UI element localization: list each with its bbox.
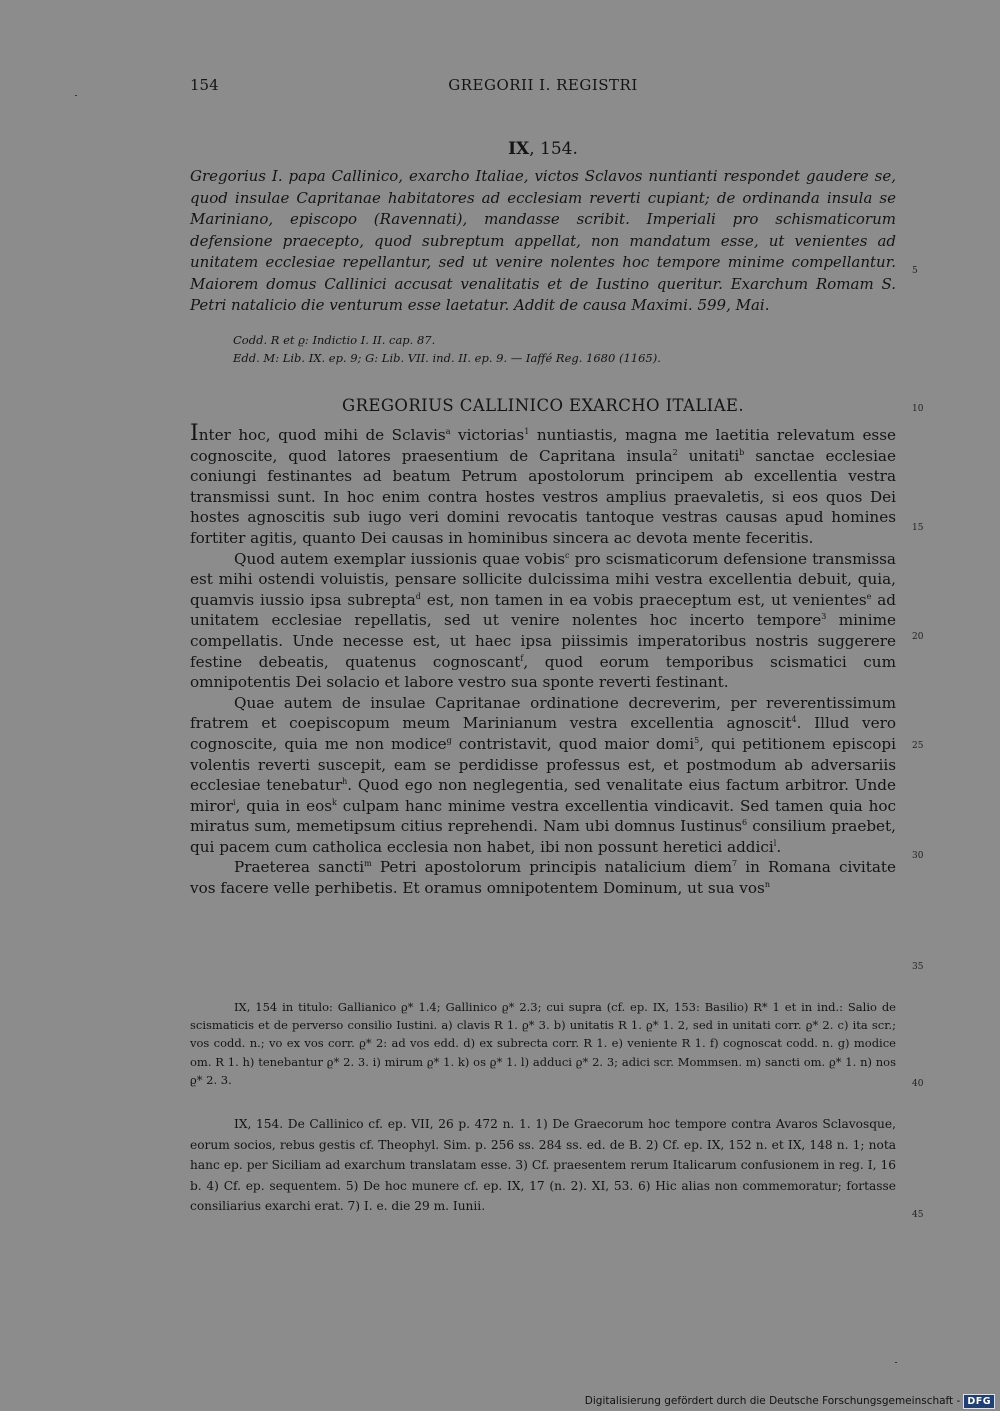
line-number: 40 bbox=[912, 1079, 924, 1089]
epistle-index: , 154. bbox=[529, 139, 578, 159]
footnote-ref: 5 bbox=[694, 735, 700, 745]
running-title: GREGORII I. REGISTRI bbox=[448, 76, 638, 94]
scan-speck bbox=[75, 95, 77, 96]
text-run: Quae autem de insulae Capritanae ordinatione decreverim, per reverentissimum fratrem et coepiscopum meum Marinianum vestra excellentia agnoscit bbox=[190, 693, 896, 733]
footnote-ref: 6 bbox=[742, 818, 748, 828]
line-number: 25 bbox=[912, 741, 924, 751]
page-number: 154 bbox=[190, 76, 219, 94]
footnote-ref: f bbox=[520, 653, 524, 663]
text-run: victorias bbox=[450, 426, 525, 444]
text-run: pro scismaticorum defensione transmissa est mihi ostendi voluistis, pensare sollicite dulcissima mihi vestra excellentia debuit, quia, quamvis iussio ipsa subrepta bbox=[190, 549, 896, 609]
footnote-ref: n bbox=[764, 880, 770, 890]
footnote-ref: a bbox=[445, 427, 451, 436]
line-number: 15 bbox=[912, 523, 924, 533]
text-run: , quod eorum temporibus scismatici cum omnipotentis Dei solacio et labore vestro sua sponte reverti festinant. bbox=[190, 652, 896, 692]
letter-body bbox=[190, 421, 897, 899]
text-run: . Illud vero cognoscite, quia me non modice bbox=[190, 714, 896, 753]
footnote-ref: 4 bbox=[791, 715, 797, 725]
critical-apparatus bbox=[190, 998, 896, 1089]
text-run: ad unitatem ecclesiae repellatis, sed ut venire nolentes hoc incerto tempore bbox=[190, 590, 896, 630]
epistle-book: IX bbox=[508, 139, 530, 159]
footnote-ref: 3 bbox=[821, 612, 827, 622]
line-number: 30 bbox=[912, 851, 924, 861]
footnote-ref: h bbox=[342, 777, 348, 787]
footnote-ref: l bbox=[773, 838, 777, 848]
text-run: sanctae ecclesiae coniungi festinantes ad beatum Petrum apostolorum principem ab excellentia vestra transmissi sunt. In hoc enim contra hostes vestros amplius praevaletis, si eos quos Dei hostes agnoscitis sub iugo veri domini revocatis tantoque vestras causas apud homines fortiter agitis, quanto Dei causas in hominibus sincera ac devota mente feceritis. bbox=[190, 446, 896, 547]
notes-text: IX, 154. De Callinico cf. ep. VII, 26 p. 472 n. 1. 1) De Graecorum hoc tempore contra Avaros Sclavosque, eorum socios, rebus gestis cf. Theophyl. Sim. p. 256 ss. 284 ss. ed. de B. 2) Cf. ep. IX, 152 n. et IX, 148 n. 1; nota hanc ep. per Siciliam ad exarchum translatam esse. 3) Cf. praesentem rerum Italicarum confusionem in reg. I, 16 b. 4) Cf. ep. sequentem. 5) De hoc munere cf. ep. IX, 17 (n. 2). XI, 53. 6) Hic alias non commemoratur; fortasse consiliarius exarchi erat. 7) I. e. die 29 m. Iunii. bbox=[190, 1117, 896, 1214]
scan-speck bbox=[895, 1362, 897, 1363]
text-run: , quia in eos bbox=[235, 796, 333, 815]
line-number: 20 bbox=[912, 632, 924, 642]
dfg-credit bbox=[585, 1393, 995, 1409]
text-run: Praeterea sancti bbox=[234, 858, 365, 877]
text-run: nter hoc, quod mihi de Sclavis bbox=[198, 426, 446, 444]
footnote-ref: i bbox=[232, 797, 236, 807]
line-number: 45 bbox=[912, 1210, 924, 1220]
text-run: contristavit, quod maior domi bbox=[451, 734, 695, 753]
text-run: est, non tamen in ea vobis praeceptum est, ut venientes bbox=[420, 590, 867, 609]
text-run: . Quod ego non neglegentia, sed venalitate eius factum arbitror. Unde miror bbox=[190, 776, 896, 815]
credit-text: Digitalisierung gefördert durch die Deutsche Forschungsgemeinschaft - bbox=[584, 1395, 961, 1407]
text-run: culpam hanc minime vestra excellentia vindicavit. Sed tamen quia hoc miratus sum, memetipsum citius reprehendi. Nam ubi domnus Iustinus bbox=[190, 796, 896, 836]
footnote-ref: c bbox=[565, 550, 570, 560]
apparatus-text: IX, 154 in titulo: Gallianico ϱ* 1.4; Gallinico ϱ* 2.3; cui supra (cf. ep. IX, 153: Basilio) R* 1 et in ind.: Salio de scismaticis et de perverso consilio Iustini. a) clavis R 1. ϱ* 3. b) unitatis R 1. ϱ* 1. 2, sed in unitati corr. ϱ* 2. c) ita scr.; vos codd. n.; vo ex vos corr. ϱ* 2: ad vos edd. d) ex subrecta corr. R 1. e) veniente R 1. f) cognoscat codd. n. g) modice om. R 1. h) tenebantur ϱ* 2. 3. i) mirum ϱ* 1. k) os ϱ* 1. l) adduci ϱ* 2. 3; adici scr. Mommsen. m) sancti om. ϱ* 1. n) nos ϱ* 2. 3. bbox=[190, 1000, 896, 1087]
paragraph-2 bbox=[190, 549, 896, 693]
epistle-number bbox=[190, 139, 896, 159]
line-number: 35 bbox=[912, 962, 924, 972]
footnote-ref: g bbox=[446, 735, 452, 745]
footnote-ref: 1 bbox=[524, 427, 530, 436]
text-run: Quod autem exemplar iussionis quae vobis bbox=[234, 549, 565, 568]
text-run: minime compellatis. Unde necesse est, ut haec ipsa piissimis imperatoribus nostris suggerere festine debeatis, quatenus cognoscant bbox=[190, 611, 896, 671]
regest-summary: Gregorius I. papa Callinico, exarcho Italiae, victos Sclavos nuntianti respondet gaudere se, quod insulae Capritanae habitatores ad ecclesiam reverti cupiant; de ordinanda insula se Mariniano, episcopo (Ravennati), mandasse scribit. Imperiali pro schismaticorum defensione praecepto, quod subreptum appellat, non mandatum esse, ut venientes ad unitatem ecclesiae repellantur, sed ut venire nolentes hoc tempore minime compellantur. Maiorem domus Callinici accusat venalitatis et de Iustino queritur. Exarchum Romam S. Petri natalicio die venturum esse laetatur. Addit de causa Maximi. 599, Mai. bbox=[190, 167, 896, 314]
footnote-ref: k bbox=[332, 797, 337, 807]
running-header bbox=[190, 76, 896, 98]
footnote-ref: b bbox=[739, 447, 745, 457]
codices-line: Codd. R et ϱ: Indictio I. II. cap. 87. bbox=[233, 333, 436, 347]
footnote-ref: 2 bbox=[672, 447, 678, 457]
editions-line: Edd. M: Lib. IX. ep. 9; G: Lib. VII. ind. II. ep. 9. — Iaffé Reg. 1680 (1165). bbox=[233, 350, 661, 365]
text-run: nuntiastis, magna me laetitia relevatum esse cognoscite, quod latores praesentium de Capritana insula bbox=[190, 426, 897, 465]
paragraph-4 bbox=[190, 857, 896, 898]
paragraph-3 bbox=[190, 693, 896, 858]
footnote-ref: e bbox=[866, 591, 872, 601]
text-run: , qui petitionem episcopi volentis reverti suscepit, eam se perdidisse professus est, et postmodum ab adversariis ecclesiae tenebatur bbox=[190, 734, 896, 795]
text-run: unitati bbox=[677, 446, 740, 465]
dfg-logo: DFG bbox=[963, 1394, 995, 1409]
line-number: 10 bbox=[912, 404, 924, 414]
footnote-ref: d bbox=[415, 591, 421, 601]
line-number: 5 bbox=[912, 266, 918, 276]
footnote-ref: m bbox=[364, 859, 372, 869]
paragraph-1 bbox=[190, 421, 897, 549]
footnote-ref: 7 bbox=[732, 859, 738, 869]
text-run: in Romana civitate vos facere velle perhibetis. Et oramus omnipotentem Dominum, ut sua vos bbox=[190, 858, 897, 898]
text-run: Petri apostolorum principis natalicium diem bbox=[371, 858, 733, 877]
text-run: . bbox=[776, 837, 782, 856]
initial-letter: I bbox=[190, 421, 199, 446]
historical-notes bbox=[190, 1114, 896, 1217]
letter-heading: GREGORIUS CALLINICO EXARCHO ITALIAE. bbox=[341, 396, 745, 415]
text-run: consilium praebet, qui pacem cum catholica ecclesia non habet, ibi non possunt heretici addici bbox=[190, 817, 896, 856]
sources-block bbox=[233, 332, 896, 367]
